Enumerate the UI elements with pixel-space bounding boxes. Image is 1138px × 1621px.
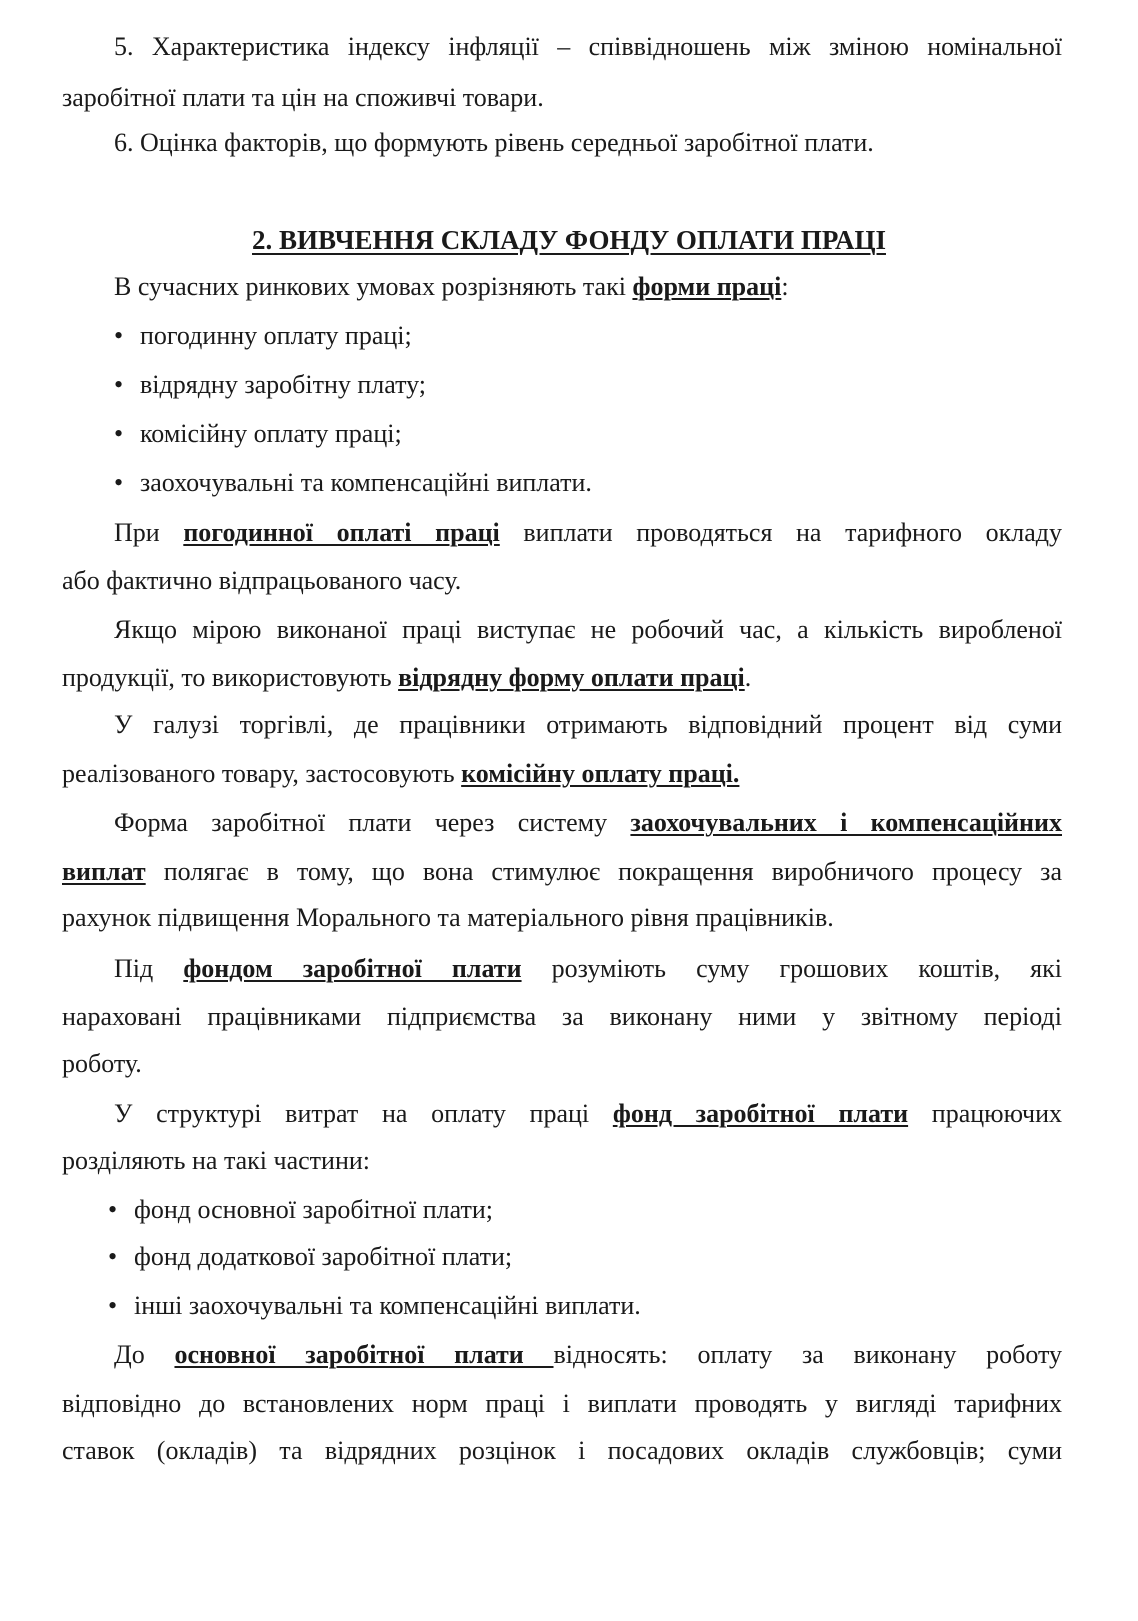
paragraph-fund-line-2: нараховані працівниками підприємства за виконану ними у звітному періоді xyxy=(62,1002,1062,1031)
text: полягає в тому, що вона стимулює покращення виробничого процесу за xyxy=(145,857,1062,886)
text: виплати проводяться на тарифного окладу xyxy=(499,518,1062,547)
bullet-icon: • xyxy=(108,1195,118,1224)
item-5-line-2: заробітної плати та цін на споживчі товари. xyxy=(62,83,544,112)
intro-colon: : xyxy=(781,272,789,301)
bullet-icon: • xyxy=(114,419,124,448)
item-5-line-1: 5. Характеристика індексу інфляції – співвідношень між зміною номінальної xyxy=(114,32,1062,61)
list-item-text: фонд основної заробітної плати; xyxy=(134,1195,494,1224)
paragraph-hourly-line-2: або фактично відпрацьованого часу. xyxy=(62,566,462,595)
list-item xyxy=(108,1291,641,1321)
text: . xyxy=(744,663,752,692)
text: працюючих xyxy=(908,1099,1062,1128)
text: відносять: оплату за виконану роботу xyxy=(553,1340,1062,1369)
list-item xyxy=(114,370,426,400)
list-item-text: інші заохочувальні та компенсаційні виплати. xyxy=(134,1291,641,1320)
list-item xyxy=(114,419,402,449)
text: Форма заробітної плати через систему xyxy=(114,808,631,837)
text: продукції, то використовують xyxy=(62,663,399,692)
term-hourly-pay: погодинної оплаті праці xyxy=(183,518,500,547)
term-incentive-payments: заохочувальних і компенсаційних xyxy=(630,808,1062,837)
term-wage-fund: фондом заробітної плати xyxy=(183,954,522,983)
paragraph-structure-line-1 xyxy=(62,1099,1062,1129)
bullet-icon: • xyxy=(114,468,124,497)
text: Під xyxy=(114,954,184,983)
bullet-icon: • xyxy=(114,321,124,350)
term-forms-of-labor: форми праці xyxy=(632,272,782,301)
paragraph-incentive-line-2 xyxy=(62,857,1062,887)
paragraph-incentive-line-3: рахунок підвищення Морального та матеріального рівня працівників. xyxy=(62,903,834,932)
paragraph-trade-line-2 xyxy=(62,759,739,789)
list-item-text: фонд додаткової заробітної плати; xyxy=(134,1242,513,1271)
term-wage-fund: фонд заробітної плати xyxy=(612,1099,909,1128)
list-item-text: відрядну заробітну плату; xyxy=(140,370,427,399)
intro-text: В сучасних ринкових умовах розрізняють такі xyxy=(114,272,633,301)
paragraph-hourly-line-1 xyxy=(62,518,1062,548)
bullet-icon: • xyxy=(108,1242,118,1271)
list-item xyxy=(114,468,592,498)
list-item-text: заохочувальні та компенсаційні виплати. xyxy=(140,468,592,497)
term-commission-pay: комісійну оплату праці. xyxy=(461,759,740,788)
paragraph-incentive-line-1 xyxy=(62,808,1062,838)
paragraph-piece-line-2 xyxy=(62,663,751,693)
bullet-icon: • xyxy=(108,1291,118,1320)
text: При xyxy=(114,518,184,547)
list-item-text: комісійну оплату праці; xyxy=(140,419,402,448)
text: реалізованого товару, застосовують xyxy=(62,759,462,788)
text: розуміють суму грошових коштів, які xyxy=(521,954,1062,983)
paragraph-piece-line-1: Якщо мірою виконаної праці виступає не робочий час, а кількість виробленої xyxy=(114,615,1062,644)
paragraph-trade-line-1: У галузі торгівлі, де працівники отримають відповідний процент від суми xyxy=(114,710,1062,739)
term-piece-rate: відрядну форму оплати праці xyxy=(398,663,745,692)
paragraph-basic-line-1 xyxy=(62,1340,1062,1370)
section-heading: 2. ВИВЧЕННЯ СКЛАДУ ФОНДУ ОПЛАТИ ПРАЦІ xyxy=(252,225,886,255)
paragraph-fund-line-3: роботу. xyxy=(62,1049,142,1078)
bullet-icon: • xyxy=(114,370,124,399)
text: До xyxy=(114,1340,175,1369)
list-item-text: погодинну оплату праці; xyxy=(140,321,412,350)
paragraph-structure-line-2: розділяють на такі частини: xyxy=(62,1146,371,1175)
item-6: 6. Оцінка факторів, що формують рівень середньої заробітної плати. xyxy=(114,128,874,157)
list-item xyxy=(108,1195,493,1225)
term-payments: виплат xyxy=(62,857,146,886)
list-item xyxy=(108,1242,512,1272)
list-item xyxy=(114,321,412,351)
paragraph-basic-line-3: ставок (окладів) та відрядних розцінок і посадових окладів службовців; суми xyxy=(62,1436,1062,1465)
paragraph-fund-line-1 xyxy=(62,954,1062,984)
text: У структурі витрат на оплату праці xyxy=(114,1099,613,1128)
intro-paragraph xyxy=(114,272,789,302)
paragraph-basic-line-2: відповідно до встановлених норм праці і виплати проводять у вигляді тарифних xyxy=(62,1389,1062,1418)
term-basic-wage: основної заробітної плати xyxy=(174,1340,554,1369)
